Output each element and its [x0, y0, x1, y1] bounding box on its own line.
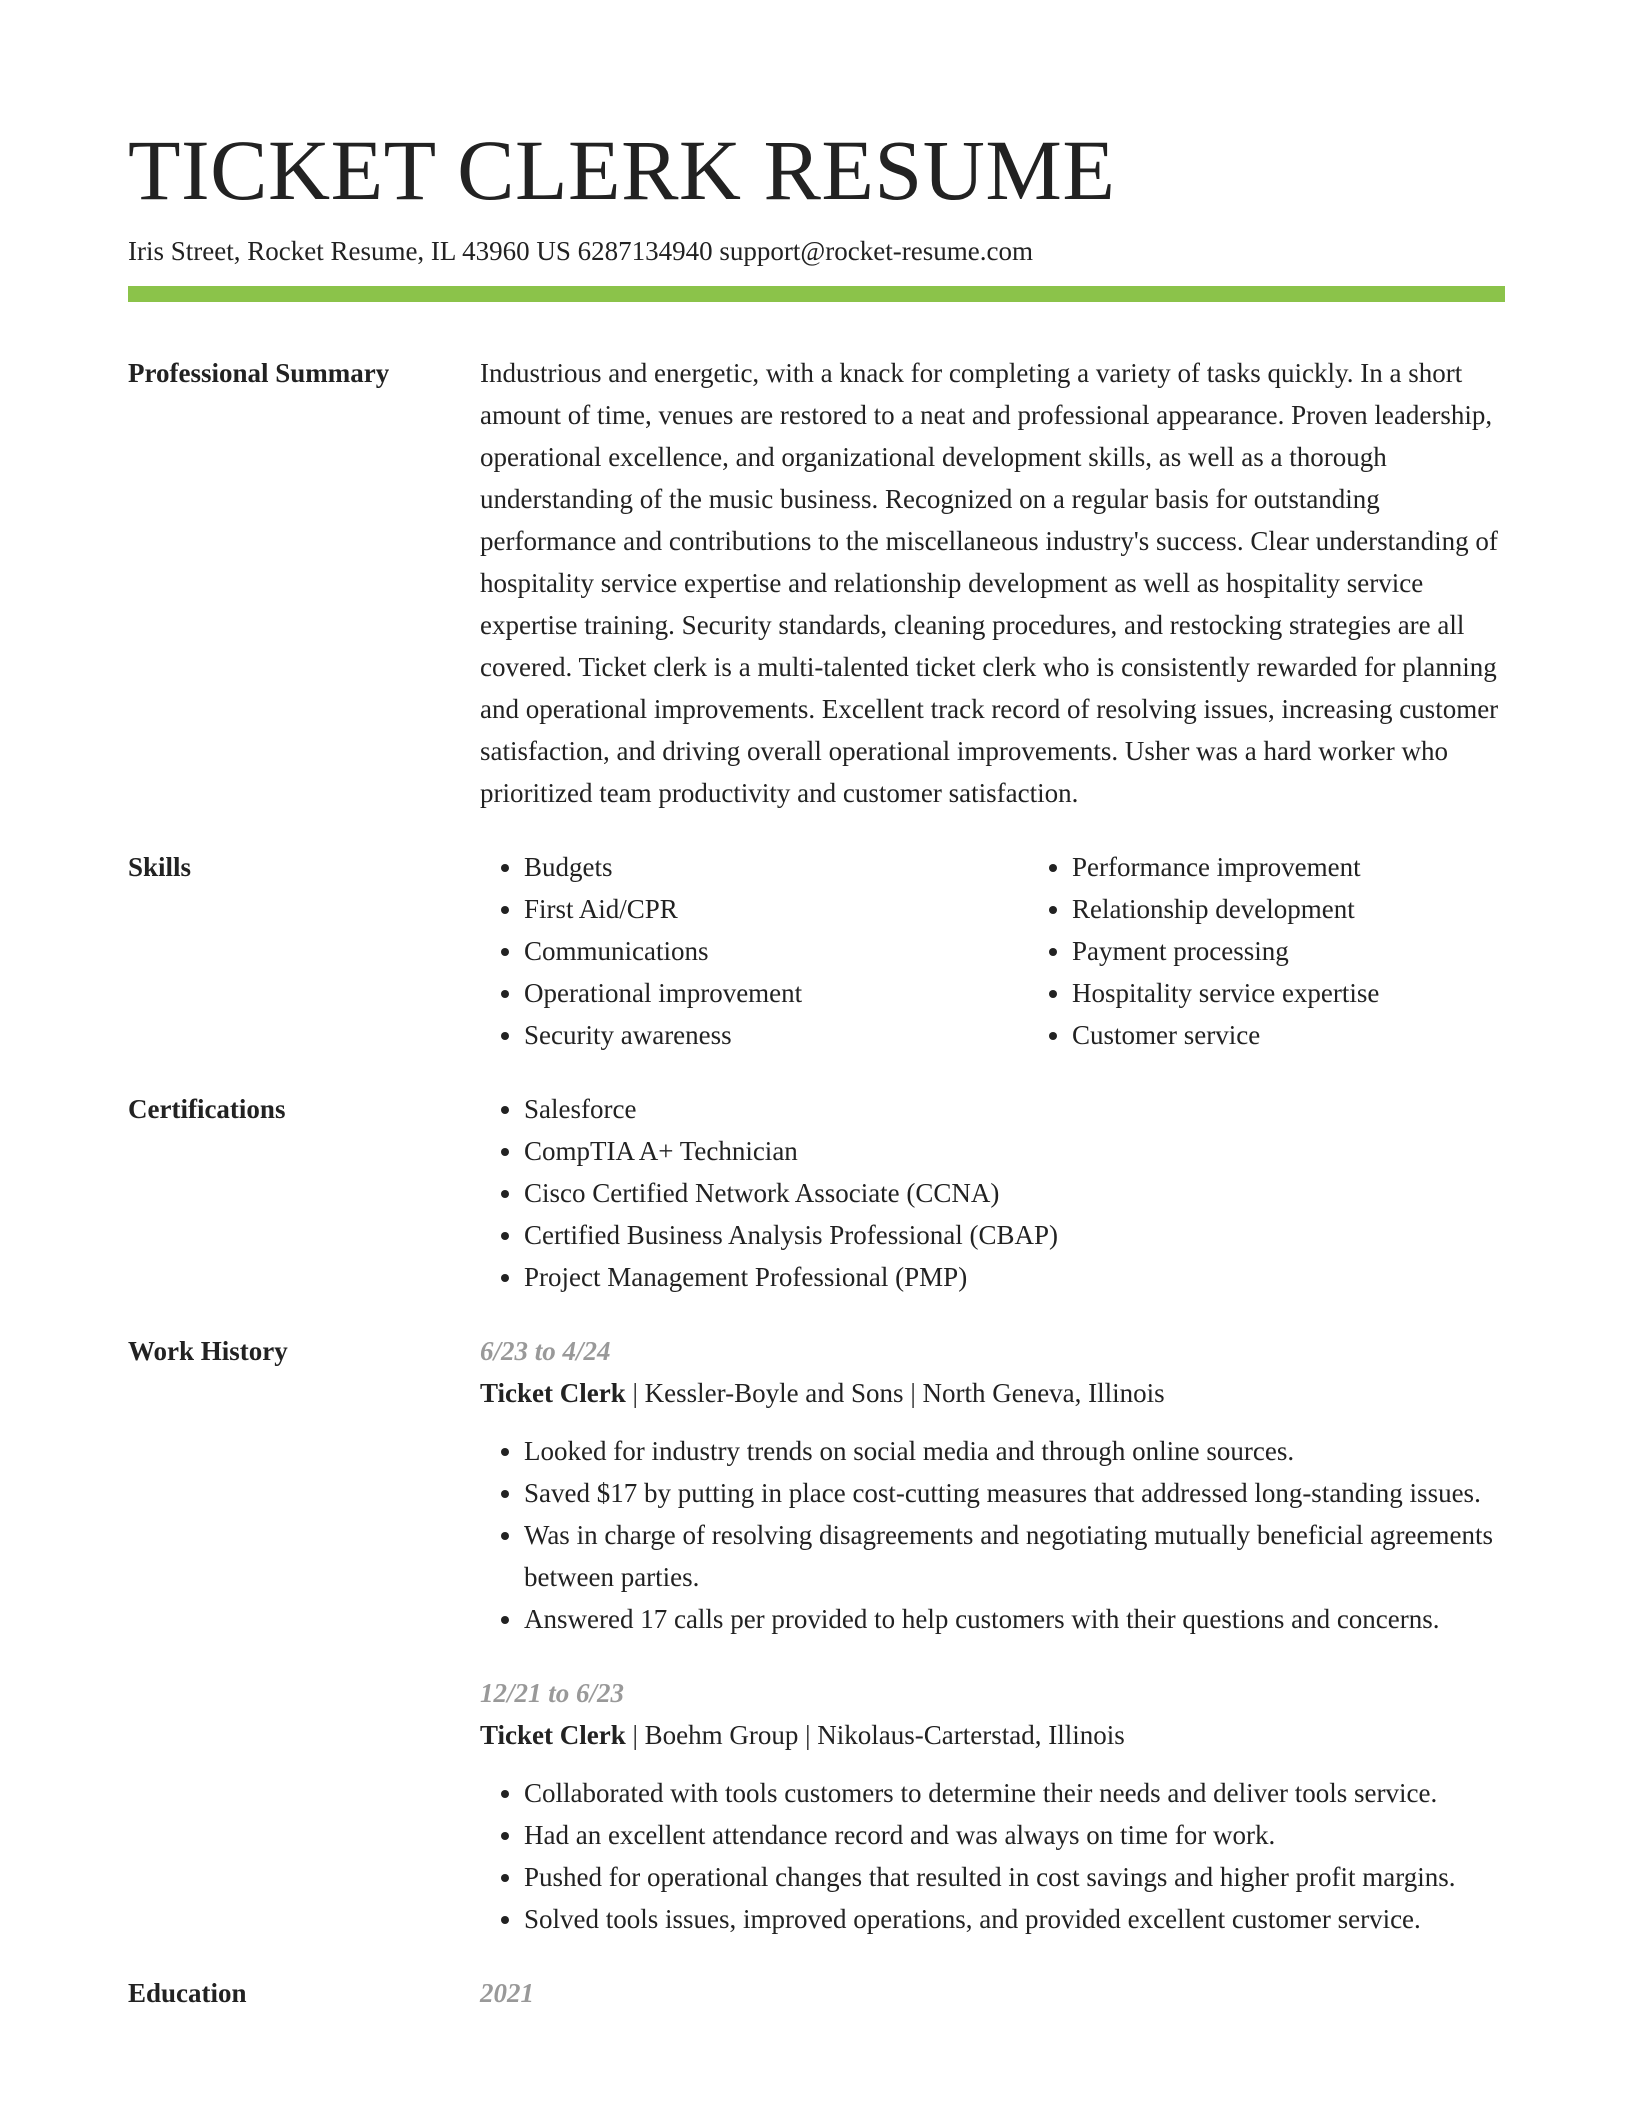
- certifications-list: [480, 1088, 1505, 1298]
- professional-summary-section: [128, 352, 1505, 814]
- job-bullet: • Solved tools issues, improved operations, and provided excellent customer service.: [524, 1898, 1505, 1940]
- section-label-certifications: Certifications: [128, 1094, 286, 1124]
- skill-item: • Performance improvement: [1072, 846, 1505, 888]
- job-role: Ticket Clerk: [480, 1720, 626, 1750]
- job-date: 6/23 to 4/24: [480, 1336, 611, 1366]
- skill-item: • Communications: [524, 930, 1028, 972]
- skills-body: [480, 846, 1505, 1056]
- certifications-section: [128, 1088, 1505, 1298]
- resume-title: TICKET CLERK RESUME: [128, 122, 1116, 218]
- summary-text: Industrious and energetic, with a knack for completing a variety of tasks quickly. In a short amount of time, venues are restored to a neat and professional appearance. Proven leadership, operational excellence, and organizational development skills, as well as a thorough understanding of the music business. Recognized on a regular basis for outstanding performance and contributions to the miscellaneous industry's success. Clear understanding of hospitality service expertise and relationship development as well as hospitality service expertise training. Security standards, cleaning procedures, and restocking strategies are all covered. Ticket clerk is a multi-talented ticket clerk who is consistently rewarded for planning and operational improvements. Excellent track record of resolving issues, increasing customer satisfaction, and driving overall operational improvements. Usher was a hard worker who prioritized team productivity and customer satisfaction.: [480, 358, 1499, 808]
- certification-item: • Salesforce: [524, 1088, 1505, 1130]
- skill-item: • Budgets: [524, 846, 1028, 888]
- job-entry: [480, 1672, 1505, 1940]
- skills-grid: [480, 846, 1505, 1056]
- education-body: [480, 1972, 1505, 2014]
- certification-item: • Project Management Professional (PMP): [524, 1256, 1505, 1298]
- certification-item: • Cisco Certified Network Associate (CCNA): [524, 1172, 1505, 1214]
- education-section: [128, 1972, 1505, 2014]
- section-label-education: Education: [128, 1978, 247, 2008]
- skill-item: • Relationship development: [1072, 888, 1505, 930]
- job-bullet: • Saved $17 by putting in place cost-cutting measures that addressed long-standing issues.: [524, 1472, 1505, 1514]
- job-role: Ticket Clerk: [480, 1378, 626, 1408]
- skills-list-right: [1028, 846, 1505, 1056]
- job-bullet: • Looked for industry trends on social media and through online sources.: [524, 1430, 1505, 1472]
- job-title-line: [480, 1714, 1505, 1756]
- job-bullet: • Was in charge of resolving disagreements and negotiating mutually beneficial agreements between parties.: [524, 1514, 1505, 1598]
- job-details: | Boehm Group | Nikolaus-Carterstad, Illinois: [625, 1720, 1125, 1750]
- job-details: | Kessler-Boyle and Sons | North Geneva, Illinois: [625, 1378, 1165, 1408]
- job-bullets: [480, 1772, 1505, 1940]
- skill-item: • First Aid/CPR: [524, 888, 1028, 930]
- job-title-line: [480, 1372, 1505, 1414]
- skill-item: • Payment processing: [1072, 930, 1505, 972]
- header-divider: [128, 286, 1505, 302]
- work-history-section: [128, 1330, 1505, 1940]
- contact-line: Iris Street, Rocket Resume, IL 43960 US 6287134940 support@rocket-resume.com: [128, 236, 1033, 266]
- section-label-skills: Skills: [128, 852, 192, 882]
- professional-summary-body: [480, 352, 1505, 814]
- skills-list-left: [480, 846, 1028, 1056]
- job-bullets: [480, 1430, 1505, 1640]
- job-bullet: • Collaborated with tools customers to determine their needs and deliver tools service.: [524, 1772, 1505, 1814]
- job-bullet: • Pushed for operational changes that resulted in cost savings and higher profit margins.: [524, 1856, 1505, 1898]
- skill-item: • Hospitality service expertise: [1072, 972, 1505, 1014]
- certification-item: • CompTIA A+ Technician: [524, 1130, 1505, 1172]
- skills-section: [128, 846, 1505, 1056]
- section-label-work-history: Work History: [128, 1336, 288, 1366]
- job-date: 12/21 to 6/23: [480, 1678, 625, 1708]
- certification-item: • Certified Business Analysis Professional (CBAP): [524, 1214, 1505, 1256]
- skill-item: • Operational improvement: [524, 972, 1028, 1014]
- section-label-professional-summary: Professional Summary: [128, 358, 390, 388]
- job-entry: [480, 1330, 1505, 1640]
- skill-item: • Security awareness: [524, 1014, 1028, 1056]
- skill-item: • Customer service: [1072, 1014, 1505, 1056]
- education-date: 2021: [480, 1978, 534, 2008]
- work-history-body: [480, 1330, 1505, 1940]
- certifications-body: [480, 1088, 1505, 1298]
- job-bullet: • Answered 17 calls per provided to help customers with their questions and concerns.: [524, 1598, 1505, 1640]
- job-bullet: • Had an excellent attendance record and was always on time for work.: [524, 1814, 1505, 1856]
- resume-page: [128, 0, 1505, 2014]
